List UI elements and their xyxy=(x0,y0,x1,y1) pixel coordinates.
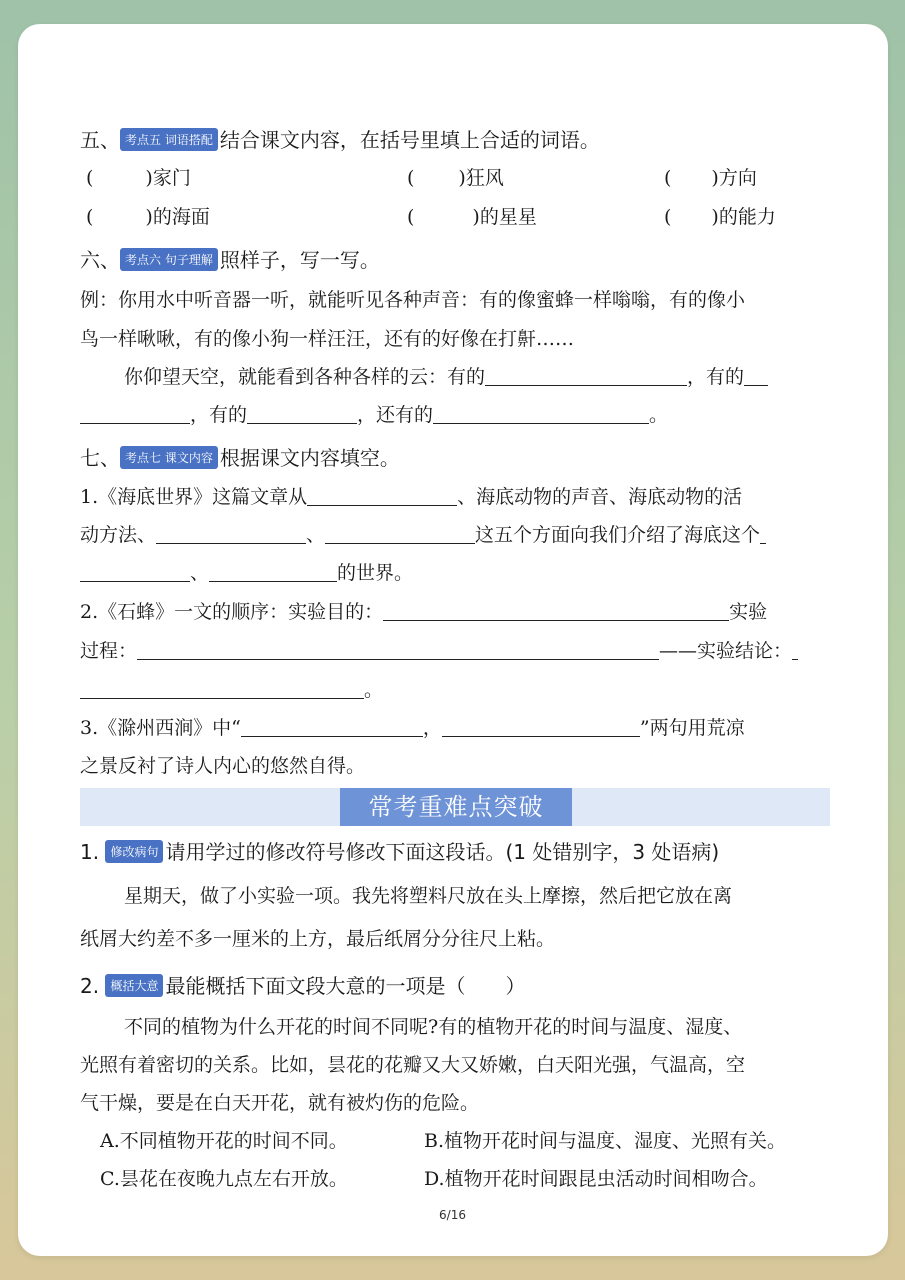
p1-tag: 修改病句 xyxy=(105,840,163,863)
p2-option-a[interactable]: A.不同植物开花的时间不同。 xyxy=(100,1130,348,1152)
q7-number: 七、 xyxy=(80,446,120,470)
q6-prompt: 照样子，写一写。 xyxy=(219,248,380,272)
p2-passage-line-2: 光照有着密切的关系。比如，昙花的花瓣又大又娇嫩，白天阳光强，气温高，空 xyxy=(80,1054,746,1076)
p2-option-c[interactable]: C.昙花在夜晚九点左右开放。 xyxy=(100,1168,348,1190)
q6-heading xyxy=(80,244,829,273)
p1-passage-line-2: 纸屑大约差不多一厘米的上方，最后纸屑分分往尺上粘。 xyxy=(80,928,556,950)
q6-task-line-2: ，有的 ，还有的 。 xyxy=(80,400,829,427)
q7-item-1-line-3: 、 的世界。 xyxy=(80,558,829,585)
p2-number: 2. xyxy=(80,974,100,998)
q5-item-2: ( )狂风 xyxy=(407,167,504,189)
q5-number: 五、 xyxy=(80,128,120,152)
q6-example-line-2: 鸟一样啾啾，有的像小狗一样汪汪，还有的好像在打鼾…… xyxy=(80,328,575,350)
p2-passage-line-1: 不同的植物为什么开花的时间不同呢?有的植物开花的时间与温度、湿度、 xyxy=(124,1016,743,1038)
q7-item-1-line-1: 1.《海底世界》这篇文章从 、海底动物的声音、海底动物的活 xyxy=(80,486,743,508)
p2-option-b[interactable]: B.植物开花时间与温度、湿度、光照有关。 xyxy=(424,1130,787,1152)
q7-heading xyxy=(80,442,829,471)
p2-heading xyxy=(80,970,829,999)
q5-tag: 考点五 词语搭配 xyxy=(120,128,218,151)
p1-heading xyxy=(80,836,829,865)
p1-prompt: 请用学过的修改符号修改下面这段话。(1 处错别字，3 处语病) xyxy=(165,840,720,864)
q7-item-2-line-2: 过程： ——实验结论： xyxy=(80,636,829,663)
p2-option-d[interactable]: D.植物开花时间跟昆虫活动时间相吻合。 xyxy=(424,1168,768,1190)
q7-item-1-line-2: 动方法、 、 这五个方面向我们介绍了海底这个 xyxy=(80,520,829,547)
q5-item-4: ( )的海面 xyxy=(86,206,210,228)
q7-item-2-line-1: 2.《石蜂》一文的顺序：实验目的： 实验 xyxy=(80,601,768,623)
q5-item-6: ( )的能力 xyxy=(664,206,776,228)
section-banner-title: 常考重难点突破 xyxy=(340,788,572,826)
q6-tag: 考点六 句子理解 xyxy=(120,248,218,271)
section-banner xyxy=(80,788,830,826)
q5-item-1: ( )家门 xyxy=(86,167,191,189)
p1-number: 1. xyxy=(80,840,100,864)
q7-item-3-line-1: 3.《滁州西涧》中“ ， ”两句用荒凉 xyxy=(80,717,745,739)
q5-heading xyxy=(80,124,829,153)
q6-example-line-1: 例：你用水中听音器一听，就能听见各种声音：有的像蜜蜂一样嗡嗡，有的像小 xyxy=(80,289,746,311)
q7-item-3-line-2: 之景反衬了诗人内心的悠然自得。 xyxy=(80,755,366,777)
p2-passage-line-3: 气干燥，要是在白天开花，就有被灼伤的危险。 xyxy=(80,1092,480,1114)
page-number: 6/16 xyxy=(439,1208,466,1222)
q6-task-line-1: 你仰望天空，就能看到各种各样的云：有的 ，有的 xyxy=(80,362,829,389)
q7-prompt: 根据课文内容填空。 xyxy=(219,446,400,470)
q5-prompt: 结合课文内容，在括号里填上合适的词语。 xyxy=(219,128,600,152)
q5-item-5: ( )的星星 xyxy=(407,206,537,228)
q7-item-2-line-3: 。 xyxy=(80,675,829,702)
p2-tag: 概括大意 xyxy=(105,974,163,997)
q7-tag: 考点七 课文内容 xyxy=(120,446,218,469)
q6-number: 六、 xyxy=(80,248,120,272)
p2-prompt: 最能概括下面文段大意的一项是（ ） xyxy=(165,974,526,998)
q5-item-3: ( )方向 xyxy=(664,167,757,189)
p1-passage-line-1: 星期天，做了小实验一项。我先将塑料尺放在头上摩擦，然后把它放在离 xyxy=(124,885,733,907)
